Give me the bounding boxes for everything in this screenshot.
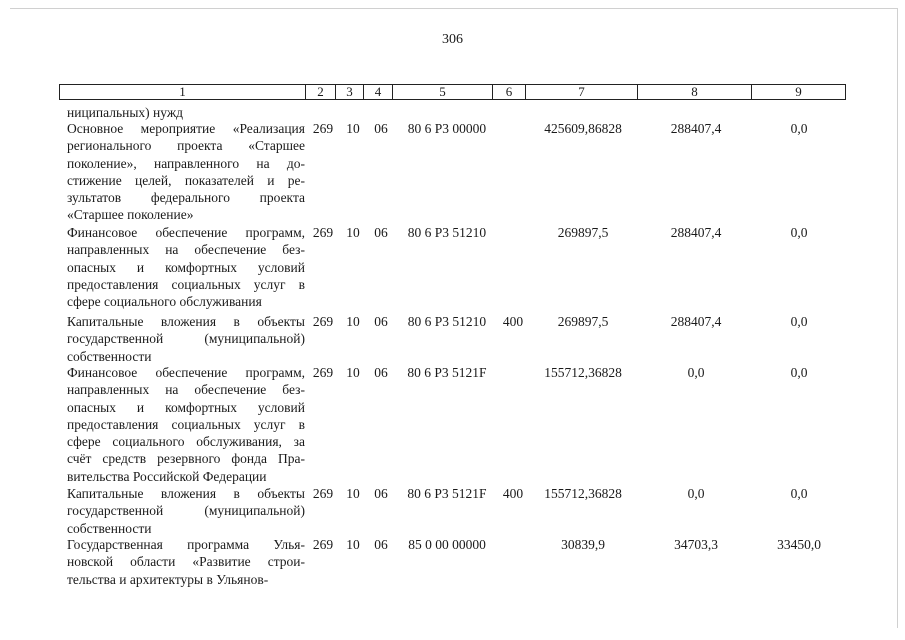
row-pr-code: 06 xyxy=(374,314,388,329)
row-name-line: сфере социального обслуживания, за xyxy=(67,434,305,450)
row-csr-code: 80 6 P3 51210 xyxy=(407,225,487,240)
row-rz-code: 10 xyxy=(346,121,360,136)
row-csr-code: 85 0 00 00000 xyxy=(408,537,486,552)
header-col-3: 3 xyxy=(336,85,364,99)
page-frame-right xyxy=(897,8,898,628)
row-name-line: сфере социального обслуживания xyxy=(67,294,262,310)
row-name-line: «Старшее поколение» xyxy=(67,207,194,223)
header-col-8: 8 xyxy=(638,85,752,99)
row-rz-code: 10 xyxy=(346,225,360,240)
row-sum-col8: 0,0 xyxy=(687,365,705,380)
row-sum-col9: 0,0 xyxy=(790,486,808,501)
page-number: 306 xyxy=(442,32,463,47)
row-gr-code: 269 xyxy=(312,225,334,240)
row-sum-col9: 0,0 xyxy=(790,121,808,136)
row-csr-code: 80 6 P3 5121F xyxy=(407,486,487,501)
row-gr-code: 269 xyxy=(312,537,334,552)
row-name-line: Капитальные вложения в объекты xyxy=(67,486,305,501)
continuation-text: ниципальных) нужд xyxy=(67,105,184,120)
row-pr-code: 06 xyxy=(374,225,388,240)
row-rz-code: 10 xyxy=(346,537,360,552)
table-header-row xyxy=(59,84,846,100)
header-col-4: 4 xyxy=(364,85,393,99)
row-name-line: направленных на обеспечение без- xyxy=(67,382,305,398)
row-sum-col9: 33450,0 xyxy=(777,537,821,552)
row-name xyxy=(67,224,305,310)
row-rz-code: 10 xyxy=(346,365,360,380)
row-sum-col7: 269897,5 xyxy=(557,314,609,329)
row-sum-col7: 155712,36828 xyxy=(544,365,622,380)
row-name-line: Финансовое обеспечение программ, xyxy=(67,365,305,380)
row-sum-col9: 0,0 xyxy=(790,225,808,240)
row-name xyxy=(67,536,305,588)
row-name xyxy=(67,485,305,537)
row-gr-code: 269 xyxy=(312,365,334,380)
row-vr-code: 400 xyxy=(502,486,524,501)
row-name xyxy=(67,120,305,224)
page-frame-top xyxy=(10,8,898,9)
row-pr-code: 06 xyxy=(374,365,388,380)
row-sum-col7: 269897,5 xyxy=(557,225,609,240)
row-name-line: предоставления социальных услуг в xyxy=(67,416,305,432)
row-pr-code: 06 xyxy=(374,121,388,136)
row-csr-code: 80 6 P3 00000 xyxy=(407,121,487,136)
header-col-7: 7 xyxy=(526,85,638,99)
row-name-line: направленных на обеспечение без- xyxy=(67,242,305,258)
row-gr-code: 269 xyxy=(312,314,334,329)
row-sum-col9: 0,0 xyxy=(790,314,808,329)
header-col-9: 9 xyxy=(795,84,802,99)
header-col-1: 1 xyxy=(60,85,306,99)
row-name-line: предоставления социальных услуг в xyxy=(67,276,305,292)
row-name-line: регионального проекта «Старшее xyxy=(67,138,305,154)
header-col-2: 2 xyxy=(306,85,336,99)
row-gr-code: 269 xyxy=(312,121,334,136)
row-vr-code: 400 xyxy=(502,314,524,329)
row-name-line: счёт средств резервного фонда Пра- xyxy=(67,451,305,467)
row-csr-code: 80 6 P3 51210 xyxy=(407,314,487,329)
row-csr-code: 80 6 P3 5121F xyxy=(407,365,487,380)
row-rz-code: 10 xyxy=(346,486,360,501)
row-name-line: опасных и комфортных условий xyxy=(67,259,305,275)
row-name-line: Государственная программа Улья- xyxy=(67,537,305,552)
row-name-line: тельства и архитектуры в Ульянов- xyxy=(67,571,269,587)
row-sum-col7: 155712,36828 xyxy=(544,486,622,501)
row-sum-col7: 30839,9 xyxy=(561,537,605,552)
header-col-6: 6 xyxy=(493,85,526,99)
row-sum-col7: 425609,86828 xyxy=(544,121,622,136)
row-name-line: стижение целей, показателей и ре- xyxy=(67,172,305,188)
row-sum-col8: 34703,3 xyxy=(674,537,718,552)
row-pr-code: 06 xyxy=(374,486,388,501)
row-name-line: новской области «Развитие строи- xyxy=(67,554,305,570)
row-name-line: государственной (муниципальной) xyxy=(67,503,305,519)
row-sum-col8: 288407,4 xyxy=(670,314,722,329)
row-name-line: Финансовое обеспечение программ, xyxy=(67,225,305,240)
row-name-line: вительства Российской Федерации xyxy=(67,468,267,484)
row-name-line: собственности xyxy=(67,348,152,364)
row-rz-code: 10 xyxy=(346,314,360,329)
row-name xyxy=(67,313,305,365)
row-name-line: Основное мероприятие «Реализация xyxy=(67,121,305,136)
row-sum-col8: 0,0 xyxy=(687,486,705,501)
row-name xyxy=(67,364,305,485)
row-name-line: собственности xyxy=(67,520,152,536)
row-name-line: государственной (муниципальной) xyxy=(67,331,305,347)
row-name-line: опасных и комфортных условий xyxy=(67,399,305,415)
row-name-line: зультатов федерального проекта xyxy=(67,190,305,206)
row-name-line: Капитальные вложения в объекты xyxy=(67,314,305,329)
row-sum-col8: 288407,4 xyxy=(670,121,722,136)
row-name-line: поколение», направленного на до- xyxy=(67,155,305,171)
row-pr-code: 06 xyxy=(374,537,388,552)
row-sum-col9: 0,0 xyxy=(790,365,808,380)
row-sum-col8: 288407,4 xyxy=(670,225,722,240)
header-col-5: 5 xyxy=(393,85,493,99)
row-gr-code: 269 xyxy=(312,486,334,501)
